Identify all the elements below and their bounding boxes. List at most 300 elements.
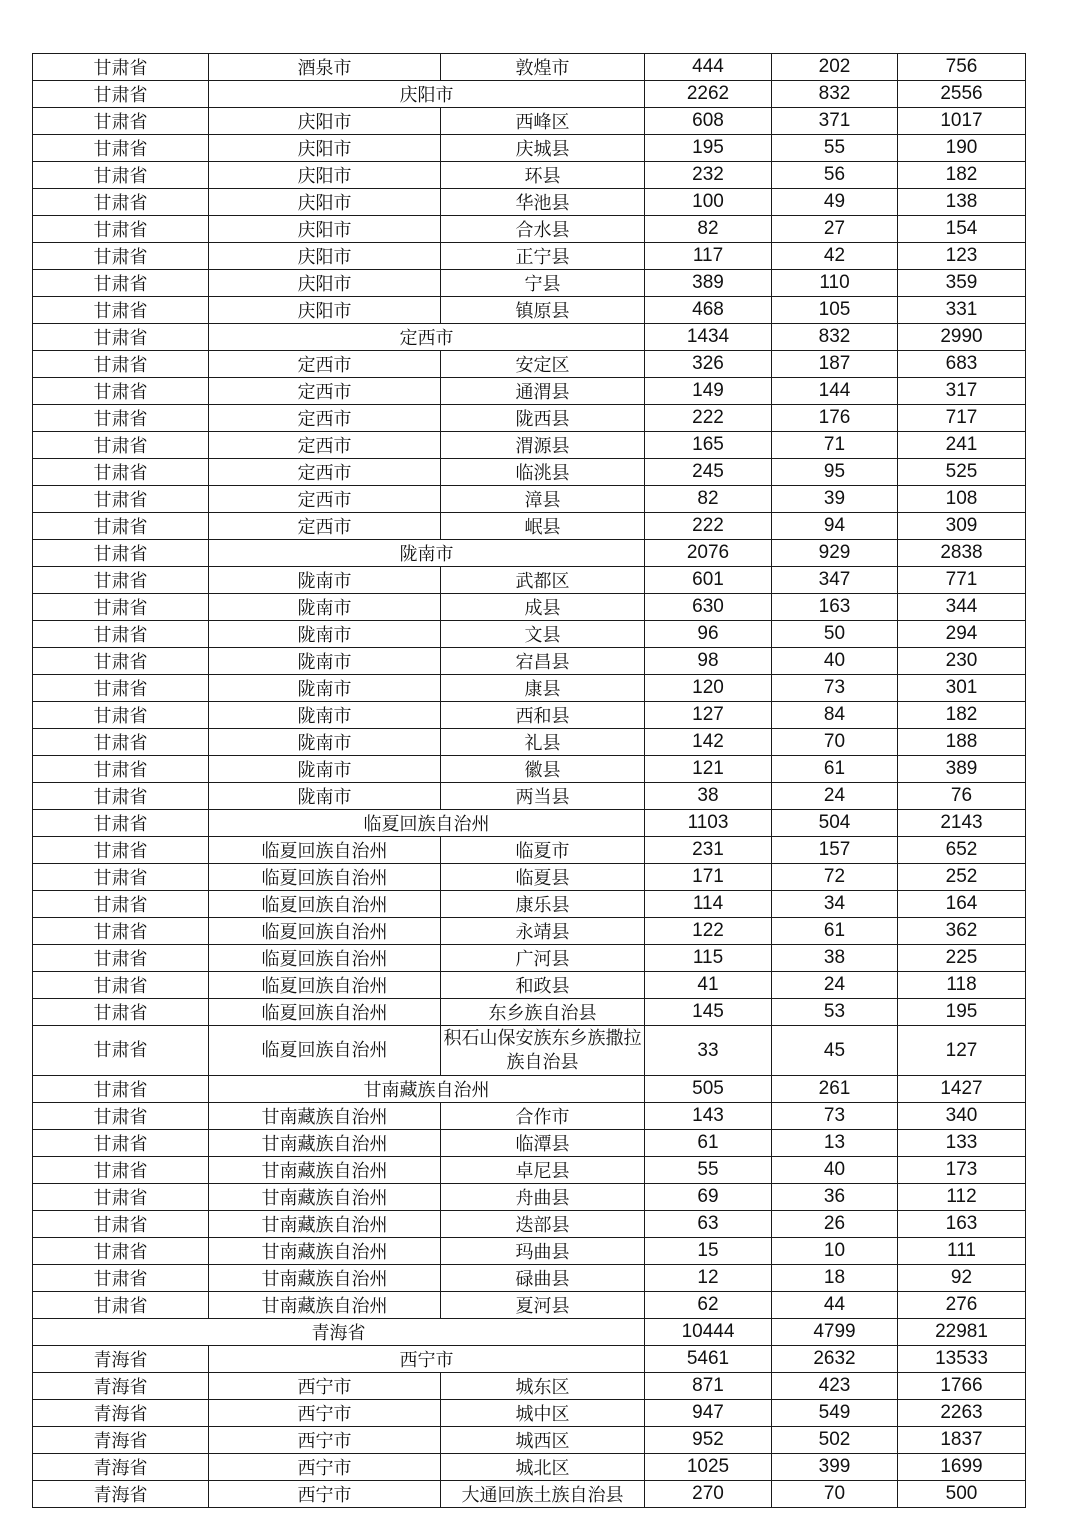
value-cell-2: 423 xyxy=(772,1373,898,1400)
value-cell-1: 62 xyxy=(645,1292,772,1319)
county-row xyxy=(33,486,1026,513)
value-cell-2: 144 xyxy=(772,378,898,405)
value-cell-2: 110 xyxy=(772,270,898,297)
value-cell-2: 163 xyxy=(772,594,898,621)
province-cell: 甘肃省 xyxy=(33,243,209,270)
county-row xyxy=(33,648,1026,675)
value-cell-1: 121 xyxy=(645,756,772,783)
province-cell: 甘肃省 xyxy=(33,594,209,621)
value-cell-1: 55 xyxy=(645,1157,772,1184)
city-cell: 庆阳市 xyxy=(209,162,441,189)
province-cell: 甘肃省 xyxy=(33,621,209,648)
value-cell-1: 117 xyxy=(645,243,772,270)
value-cell-3: 195 xyxy=(898,999,1026,1026)
value-cell-2: 39 xyxy=(772,486,898,513)
value-cell-3: 340 xyxy=(898,1103,1026,1130)
value-cell-2: 105 xyxy=(772,297,898,324)
county-row xyxy=(33,675,1026,702)
city-cell: 庆阳市 xyxy=(209,81,645,108)
value-cell-1: 142 xyxy=(645,729,772,756)
value-cell-1: 171 xyxy=(645,864,772,891)
city-cell: 定西市 xyxy=(209,432,441,459)
value-cell-3: 188 xyxy=(898,729,1026,756)
value-cell-2: 53 xyxy=(772,999,898,1026)
city-cell: 定西市 xyxy=(209,405,441,432)
value-cell-1: 231 xyxy=(645,837,772,864)
value-cell-2: 187 xyxy=(772,351,898,378)
table-body xyxy=(33,54,1026,1508)
city-cell: 庆阳市 xyxy=(209,108,441,135)
value-cell-1: 444 xyxy=(645,54,772,81)
value-cell-2: 72 xyxy=(772,864,898,891)
value-cell-2: 27 xyxy=(772,216,898,243)
value-cell-2: 10 xyxy=(772,1238,898,1265)
province-cell: 青海省 xyxy=(33,1373,209,1400)
city-cell: 陇南市 xyxy=(209,594,441,621)
city-cell: 定西市 xyxy=(209,351,441,378)
county-row xyxy=(33,1292,1026,1319)
value-cell-3: 2990 xyxy=(898,324,1026,351)
county-row xyxy=(33,378,1026,405)
county-row xyxy=(33,135,1026,162)
city-cell: 定西市 xyxy=(209,324,645,351)
city-cell: 西宁市 xyxy=(209,1481,441,1508)
value-cell-3: 1017 xyxy=(898,108,1026,135)
value-cell-2: 24 xyxy=(772,972,898,999)
value-cell-2: 61 xyxy=(772,756,898,783)
value-cell-2: 71 xyxy=(772,432,898,459)
value-cell-2: 504 xyxy=(772,810,898,837)
county-cell: 临潭县 xyxy=(441,1130,645,1157)
province-cell: 甘肃省 xyxy=(33,1130,209,1157)
province-cell: 甘肃省 xyxy=(33,1265,209,1292)
city-cell: 甘南藏族自治州 xyxy=(209,1184,441,1211)
value-cell-2: 73 xyxy=(772,675,898,702)
city-cell: 定西市 xyxy=(209,513,441,540)
value-cell-2: 202 xyxy=(772,54,898,81)
value-cell-3: 127 xyxy=(898,1026,1026,1076)
city-cell: 西宁市 xyxy=(209,1454,441,1481)
value-cell-2: 61 xyxy=(772,918,898,945)
county-cell: 正宁县 xyxy=(441,243,645,270)
province-cell: 青海省 xyxy=(33,1454,209,1481)
value-cell-3: 362 xyxy=(898,918,1026,945)
value-cell-1: 33 xyxy=(645,1026,772,1076)
county-row xyxy=(33,162,1026,189)
value-cell-1: 41 xyxy=(645,972,772,999)
city-cell: 西宁市 xyxy=(209,1346,645,1373)
county-row xyxy=(33,54,1026,81)
value-cell-1: 952 xyxy=(645,1427,772,1454)
value-cell-2: 176 xyxy=(772,405,898,432)
value-cell-3: 118 xyxy=(898,972,1026,999)
city-cell: 陇南市 xyxy=(209,702,441,729)
county-cell: 东乡族自治县 xyxy=(441,999,645,1026)
province-cell: 甘肃省 xyxy=(33,1238,209,1265)
value-cell-3: 2143 xyxy=(898,810,1026,837)
value-cell-2: 24 xyxy=(772,783,898,810)
value-cell-1: 871 xyxy=(645,1373,772,1400)
province-cell: 甘肃省 xyxy=(33,1076,209,1103)
value-cell-3: 92 xyxy=(898,1265,1026,1292)
value-cell-3: 359 xyxy=(898,270,1026,297)
province-cell: 甘肃省 xyxy=(33,756,209,783)
city-cell: 陇南市 xyxy=(209,648,441,675)
city-cell: 甘南藏族自治州 xyxy=(209,1238,441,1265)
statistics-table xyxy=(32,53,1026,1508)
value-cell-1: 165 xyxy=(645,432,772,459)
county-row xyxy=(33,756,1026,783)
city-cell: 庆阳市 xyxy=(209,243,441,270)
city-cell: 庆阳市 xyxy=(209,297,441,324)
county-cell: 合作市 xyxy=(441,1103,645,1130)
province-cell: 甘肃省 xyxy=(33,891,209,918)
value-cell-3: 1427 xyxy=(898,1076,1026,1103)
county-row xyxy=(33,837,1026,864)
city-cell: 陇南市 xyxy=(209,783,441,810)
value-cell-1: 468 xyxy=(645,297,772,324)
county-cell: 两当县 xyxy=(441,783,645,810)
value-cell-2: 42 xyxy=(772,243,898,270)
value-cell-3: 1837 xyxy=(898,1427,1026,1454)
value-cell-3: 13533 xyxy=(898,1346,1026,1373)
county-row xyxy=(33,864,1026,891)
value-cell-2: 26 xyxy=(772,1211,898,1238)
city-cell: 定西市 xyxy=(209,378,441,405)
county-cell: 宁县 xyxy=(441,270,645,297)
province-cell: 甘肃省 xyxy=(33,1103,209,1130)
value-cell-2: 399 xyxy=(772,1454,898,1481)
county-cell: 安定区 xyxy=(441,351,645,378)
value-cell-1: 82 xyxy=(645,486,772,513)
value-cell-3: 225 xyxy=(898,945,1026,972)
value-cell-3: 309 xyxy=(898,513,1026,540)
value-cell-2: 55 xyxy=(772,135,898,162)
city-cell: 甘南藏族自治州 xyxy=(209,1076,645,1103)
province-cell: 甘肃省 xyxy=(33,1026,209,1076)
value-cell-2: 18 xyxy=(772,1265,898,1292)
value-cell-3: 389 xyxy=(898,756,1026,783)
value-cell-2: 84 xyxy=(772,702,898,729)
county-cell: 夏河县 xyxy=(441,1292,645,1319)
value-cell-3: 301 xyxy=(898,675,1026,702)
province-cell: 甘肃省 xyxy=(33,648,209,675)
value-cell-3: 252 xyxy=(898,864,1026,891)
province-cell: 甘肃省 xyxy=(33,513,209,540)
value-cell-3: 241 xyxy=(898,432,1026,459)
province-row xyxy=(33,1319,1026,1346)
county-cell: 迭部县 xyxy=(441,1211,645,1238)
province-cell: 甘肃省 xyxy=(33,1184,209,1211)
county-cell: 临夏县 xyxy=(441,864,645,891)
county-cell: 礼县 xyxy=(441,729,645,756)
province-cell: 甘肃省 xyxy=(33,918,209,945)
value-cell-3: 138 xyxy=(898,189,1026,216)
county-row xyxy=(33,621,1026,648)
value-cell-2: 34 xyxy=(772,891,898,918)
province-cell: 甘肃省 xyxy=(33,81,209,108)
county-cell: 宕昌县 xyxy=(441,648,645,675)
value-cell-2: 502 xyxy=(772,1427,898,1454)
county-cell: 积石山保安族东乡族撒拉族自治县 xyxy=(441,1026,645,1076)
value-cell-3: 683 xyxy=(898,351,1026,378)
province-cell: 甘肃省 xyxy=(33,324,209,351)
city-cell: 定西市 xyxy=(209,486,441,513)
value-cell-3: 344 xyxy=(898,594,1026,621)
value-cell-3: 108 xyxy=(898,486,1026,513)
value-cell-2: 56 xyxy=(772,162,898,189)
city-row xyxy=(33,810,1026,837)
county-cell: 漳县 xyxy=(441,486,645,513)
city-cell: 陇南市 xyxy=(209,675,441,702)
value-cell-1: 69 xyxy=(645,1184,772,1211)
value-cell-3: 2556 xyxy=(898,81,1026,108)
county-cell: 永靖县 xyxy=(441,918,645,945)
value-cell-3: 294 xyxy=(898,621,1026,648)
county-cell: 临洮县 xyxy=(441,459,645,486)
province-cell: 甘肃省 xyxy=(33,783,209,810)
value-cell-3: 525 xyxy=(898,459,1026,486)
city-row xyxy=(33,324,1026,351)
county-cell: 成县 xyxy=(441,594,645,621)
province-cell: 青海省 xyxy=(33,1427,209,1454)
province-cell: 甘肃省 xyxy=(33,972,209,999)
value-cell-2: 40 xyxy=(772,648,898,675)
province-cell: 甘肃省 xyxy=(33,1157,209,1184)
value-cell-2: 73 xyxy=(772,1103,898,1130)
value-cell-3: 230 xyxy=(898,648,1026,675)
value-cell-2: 347 xyxy=(772,567,898,594)
value-cell-2: 2632 xyxy=(772,1346,898,1373)
county-row xyxy=(33,999,1026,1026)
value-cell-2: 70 xyxy=(772,1481,898,1508)
city-cell: 临夏回族自治州 xyxy=(209,918,441,945)
county-row xyxy=(33,594,1026,621)
county-row xyxy=(33,1373,1026,1400)
county-row xyxy=(33,891,1026,918)
county-row xyxy=(33,405,1026,432)
value-cell-3: 173 xyxy=(898,1157,1026,1184)
value-cell-3: 652 xyxy=(898,837,1026,864)
value-cell-1: 127 xyxy=(645,702,772,729)
value-cell-2: 70 xyxy=(772,729,898,756)
province-cell: 青海省 xyxy=(33,1319,645,1346)
province-cell: 甘肃省 xyxy=(33,108,209,135)
county-row xyxy=(33,567,1026,594)
county-cell: 西和县 xyxy=(441,702,645,729)
city-cell: 临夏回族自治州 xyxy=(209,945,441,972)
city-cell: 临夏回族自治州 xyxy=(209,837,441,864)
province-cell: 青海省 xyxy=(33,1400,209,1427)
value-cell-2: 4799 xyxy=(772,1319,898,1346)
value-cell-3: 2838 xyxy=(898,540,1026,567)
county-cell: 镇原县 xyxy=(441,297,645,324)
county-cell: 文县 xyxy=(441,621,645,648)
value-cell-1: 222 xyxy=(645,513,772,540)
province-cell: 甘肃省 xyxy=(33,540,209,567)
value-cell-3: 182 xyxy=(898,162,1026,189)
province-cell: 甘肃省 xyxy=(33,135,209,162)
value-cell-3: 22981 xyxy=(898,1319,1026,1346)
value-cell-1: 1103 xyxy=(645,810,772,837)
county-cell: 陇西县 xyxy=(441,405,645,432)
value-cell-1: 1025 xyxy=(645,1454,772,1481)
city-row xyxy=(33,540,1026,567)
county-cell: 大通回族土族自治县 xyxy=(441,1481,645,1508)
value-cell-1: 15 xyxy=(645,1238,772,1265)
value-cell-3: 717 xyxy=(898,405,1026,432)
county-cell: 广河县 xyxy=(441,945,645,972)
value-cell-1: 270 xyxy=(645,1481,772,1508)
city-cell: 甘南藏族自治州 xyxy=(209,1157,441,1184)
province-cell: 甘肃省 xyxy=(33,270,209,297)
county-cell: 环县 xyxy=(441,162,645,189)
value-cell-1: 143 xyxy=(645,1103,772,1130)
value-cell-1: 505 xyxy=(645,1076,772,1103)
city-cell: 临夏回族自治州 xyxy=(209,1026,441,1076)
value-cell-3: 771 xyxy=(898,567,1026,594)
province-cell: 青海省 xyxy=(33,1481,209,1508)
county-cell: 徽县 xyxy=(441,756,645,783)
city-cell: 定西市 xyxy=(209,459,441,486)
value-cell-1: 326 xyxy=(645,351,772,378)
value-cell-2: 371 xyxy=(772,108,898,135)
value-cell-1: 63 xyxy=(645,1211,772,1238)
value-cell-2: 929 xyxy=(772,540,898,567)
value-cell-2: 36 xyxy=(772,1184,898,1211)
county-row xyxy=(33,1427,1026,1454)
value-cell-2: 40 xyxy=(772,1157,898,1184)
province-cell: 甘肃省 xyxy=(33,351,209,378)
province-cell: 甘肃省 xyxy=(33,378,209,405)
value-cell-1: 96 xyxy=(645,621,772,648)
city-cell: 陇南市 xyxy=(209,621,441,648)
value-cell-2: 157 xyxy=(772,837,898,864)
city-cell: 甘南藏族自治州 xyxy=(209,1103,441,1130)
value-cell-2: 38 xyxy=(772,945,898,972)
value-cell-1: 5461 xyxy=(645,1346,772,1373)
value-cell-1: 2262 xyxy=(645,81,772,108)
city-row xyxy=(33,81,1026,108)
city-cell: 甘南藏族自治州 xyxy=(209,1211,441,1238)
city-cell: 西宁市 xyxy=(209,1400,441,1427)
city-row xyxy=(33,1346,1026,1373)
province-cell: 甘肃省 xyxy=(33,999,209,1026)
city-cell: 甘南藏族自治州 xyxy=(209,1130,441,1157)
value-cell-1: 149 xyxy=(645,378,772,405)
county-cell: 西峰区 xyxy=(441,108,645,135)
city-cell: 临夏回族自治州 xyxy=(209,972,441,999)
city-cell: 庆阳市 xyxy=(209,135,441,162)
county-row xyxy=(33,432,1026,459)
value-cell-3: 276 xyxy=(898,1292,1026,1319)
province-cell: 甘肃省 xyxy=(33,837,209,864)
value-cell-2: 94 xyxy=(772,513,898,540)
value-cell-1: 601 xyxy=(645,567,772,594)
county-cell: 华池县 xyxy=(441,189,645,216)
value-cell-3: 112 xyxy=(898,1184,1026,1211)
value-cell-3: 500 xyxy=(898,1481,1026,1508)
province-cell: 甘肃省 xyxy=(33,810,209,837)
county-row xyxy=(33,702,1026,729)
province-cell: 甘肃省 xyxy=(33,1292,209,1319)
city-cell: 临夏回族自治州 xyxy=(209,864,441,891)
county-row xyxy=(33,243,1026,270)
county-cell: 临夏市 xyxy=(441,837,645,864)
county-row xyxy=(33,1238,1026,1265)
value-cell-1: 82 xyxy=(645,216,772,243)
value-cell-2: 45 xyxy=(772,1026,898,1076)
city-cell: 西宁市 xyxy=(209,1427,441,1454)
county-row xyxy=(33,1265,1026,1292)
county-row xyxy=(33,108,1026,135)
value-cell-3: 317 xyxy=(898,378,1026,405)
city-cell: 陇南市 xyxy=(209,567,441,594)
county-cell: 通渭县 xyxy=(441,378,645,405)
county-cell: 城东区 xyxy=(441,1373,645,1400)
value-cell-2: 13 xyxy=(772,1130,898,1157)
value-cell-3: 1699 xyxy=(898,1454,1026,1481)
city-cell: 临夏回族自治州 xyxy=(209,999,441,1026)
county-cell: 康县 xyxy=(441,675,645,702)
value-cell-2: 44 xyxy=(772,1292,898,1319)
city-cell: 庆阳市 xyxy=(209,270,441,297)
county-row xyxy=(33,216,1026,243)
value-cell-1: 245 xyxy=(645,459,772,486)
province-cell: 青海省 xyxy=(33,1346,209,1373)
province-cell: 甘肃省 xyxy=(33,567,209,594)
value-cell-3: 1766 xyxy=(898,1373,1026,1400)
city-cell: 庆阳市 xyxy=(209,189,441,216)
county-cell: 城北区 xyxy=(441,1454,645,1481)
province-cell: 甘肃省 xyxy=(33,216,209,243)
value-cell-1: 630 xyxy=(645,594,772,621)
city-cell: 甘南藏族自治州 xyxy=(209,1292,441,1319)
province-cell: 甘肃省 xyxy=(33,297,209,324)
province-cell: 甘肃省 xyxy=(33,486,209,513)
county-row xyxy=(33,1211,1026,1238)
value-cell-3: 756 xyxy=(898,54,1026,81)
value-cell-3: 182 xyxy=(898,702,1026,729)
county-row xyxy=(33,513,1026,540)
province-cell: 甘肃省 xyxy=(33,729,209,756)
value-cell-2: 50 xyxy=(772,621,898,648)
province-cell: 甘肃省 xyxy=(33,432,209,459)
county-row xyxy=(33,945,1026,972)
county-row xyxy=(33,1157,1026,1184)
city-cell: 西宁市 xyxy=(209,1373,441,1400)
value-cell-3: 331 xyxy=(898,297,1026,324)
value-cell-3: 190 xyxy=(898,135,1026,162)
county-row xyxy=(33,459,1026,486)
county-cell: 城西区 xyxy=(441,1427,645,1454)
county-row xyxy=(33,189,1026,216)
value-cell-1: 145 xyxy=(645,999,772,1026)
value-cell-1: 10444 xyxy=(645,1319,772,1346)
value-cell-1: 1434 xyxy=(645,324,772,351)
county-cell: 合水县 xyxy=(441,216,645,243)
province-cell: 甘肃省 xyxy=(33,459,209,486)
city-cell: 甘南藏族自治州 xyxy=(209,1265,441,1292)
county-row xyxy=(33,270,1026,297)
value-cell-1: 100 xyxy=(645,189,772,216)
province-cell: 甘肃省 xyxy=(33,702,209,729)
county-cell: 玛曲县 xyxy=(441,1238,645,1265)
value-cell-3: 76 xyxy=(898,783,1026,810)
value-cell-1: 12 xyxy=(645,1265,772,1292)
value-cell-1: 232 xyxy=(645,162,772,189)
city-cell: 临夏回族自治州 xyxy=(209,810,645,837)
